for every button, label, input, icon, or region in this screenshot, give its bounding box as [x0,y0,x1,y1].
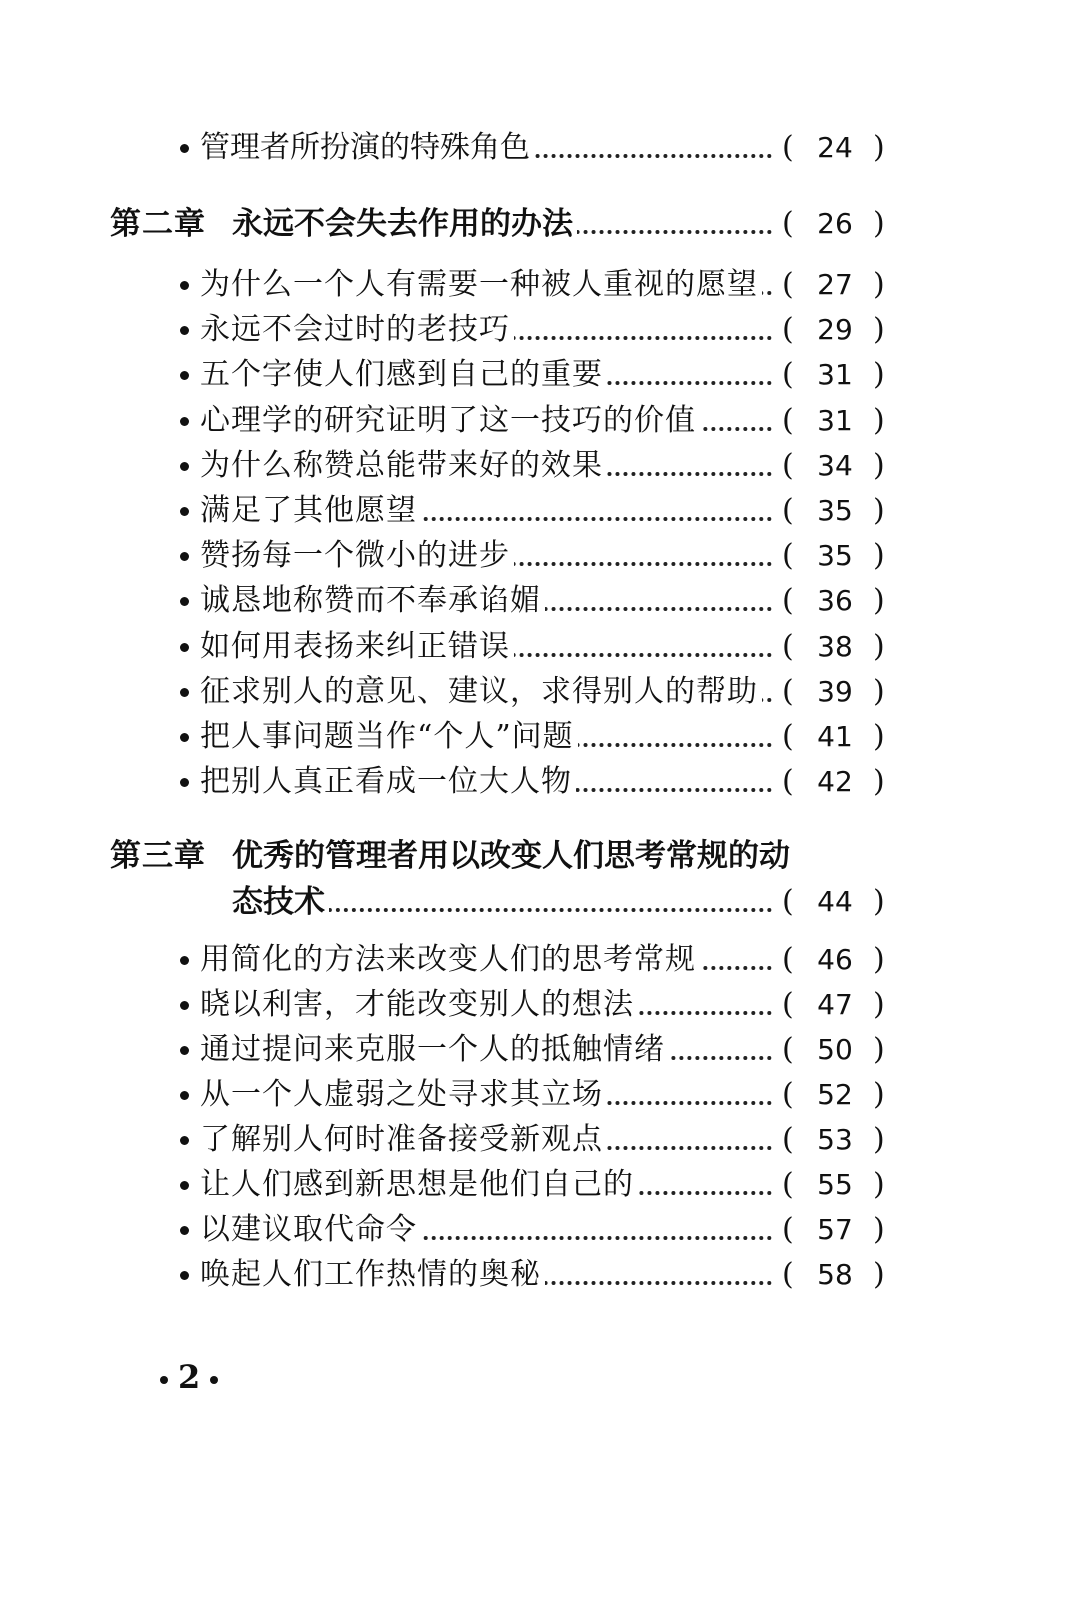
paren-open: ( [782,402,794,438]
entry-page-number: 52 [817,1078,853,1111]
paren-open: ( [782,764,794,800]
paren-open: ( [782,673,794,709]
bullet-icon [180,1181,189,1190]
paren-open: ( [782,583,794,619]
paren-open: ( [782,1122,794,1157]
paren-close: ) [873,447,885,483]
entry-page-number: 39 [817,674,853,708]
entry-title: 从一个人虚弱之处寻求其立场 [200,1075,607,1115]
paren-open: ( [782,267,794,302]
paren-close: ) [873,493,885,528]
chapter-heading-cont [0,882,1080,926]
bullet-icon [180,1091,189,1100]
paren-open: ( [782,206,794,241]
bullet-icon [180,281,189,290]
paren-close: ) [873,206,885,241]
bullet-icon [180,507,189,516]
entry-page-number: 31 [817,358,853,392]
paren-close: ) [873,130,885,165]
entry-title: 为什么称赞总能带来好的效果 [200,446,607,486]
entry-title: 满足了其他愿望 [200,491,421,531]
toc-entry [0,536,1080,580]
paren-close: ) [873,1257,885,1292]
bullet-icon [180,326,189,335]
paren-close: ) [873,884,885,919]
paren-close: ) [873,1167,885,1202]
entry-title: 管理者所扮演的特殊角色 [200,128,534,168]
footer-dot-icon [160,1376,168,1384]
entry-page-number: 35 [817,539,853,573]
toc-entry [0,310,1080,354]
entry-page-number: 42 [817,765,853,799]
paren-close: ) [873,312,885,348]
paren-close: ) [873,628,885,664]
footer-page-number: 2 [178,1358,201,1396]
paren-close: ) [873,719,885,754]
entry-title: 通过提问来克服一个人的抵触情绪 [200,1030,669,1070]
chapter-title-line2: 态技术 [232,882,329,922]
page-footer [150,1358,228,1396]
bullet-icon [180,1136,189,1145]
paren-open: ( [782,884,794,919]
entry-page-number: 46 [817,943,853,976]
entry-page-number: 57 [817,1213,853,1246]
paren-open: ( [782,493,794,528]
paren-close: ) [873,1122,885,1157]
entry-title: 了解别人何时准备接受新观点 [200,1120,607,1160]
entry-title: 五个字使人们感到自己的重要 [200,355,607,395]
paren-open: ( [782,719,794,754]
paren-close: ) [873,402,885,438]
bullet-icon [180,778,189,787]
paren-close: ) [873,942,885,977]
entry-page-number: 29 [817,313,853,347]
entry-page-number: 36 [817,584,853,618]
entry-title: 如何用表扬来纠正错误 [200,627,514,667]
chapter-title-line1: 优秀的管理者用以改变人们思考常规的动 [232,836,794,876]
bullet-icon [180,417,189,426]
paren-close: ) [873,673,885,709]
bullet-icon [180,597,189,606]
paren-open: ( [782,1077,794,1112]
entry-title: 以建议取代命令 [200,1210,421,1250]
entry-title: 永远不会过时的老技巧 [200,310,514,350]
entry-page-number: 24 [817,131,853,164]
paren-close: ) [873,1212,885,1247]
chapter-label: 第三章 [110,838,206,874]
footer-dot-icon [210,1376,218,1384]
toc-entry [0,762,1080,806]
bullet-icon [180,1001,189,1010]
entry-title: 征求别人的意见、建议，求得别人的帮助 [200,672,762,712]
toc-entry [0,355,1080,399]
bullet-icon [180,643,189,652]
toc-entry [0,128,1080,172]
paren-open: ( [782,1167,794,1202]
paren-close: ) [873,1032,885,1067]
entry-title: 诚恳地称赞而不奉承谄媚 [200,581,545,621]
entry-page-number: 50 [817,1033,853,1066]
toc-entry [0,985,1080,1029]
entry-page-number: 35 [817,494,853,527]
paren-open: ( [782,1032,794,1067]
bullet-icon [180,144,189,153]
toc-entry [0,672,1080,716]
chapter-heading [0,836,1080,880]
paren-open: ( [782,942,794,977]
paren-close: ) [873,357,885,393]
toc-entry [0,1120,1080,1164]
toc-entry [0,1030,1080,1074]
bullet-icon [180,733,189,742]
toc-entry [0,265,1080,309]
entry-title: 赞扬每一个微小的进步 [200,536,514,576]
paren-open: ( [782,130,794,165]
paren-open: ( [782,312,794,348]
entry-title: 为什么一个人有需要一种被人重视的愿望 [200,265,762,305]
paren-close: ) [873,583,885,619]
toc-entry [0,1165,1080,1209]
paren-open: ( [782,447,794,483]
toc-entry [0,401,1080,445]
entry-title: 用简化的方法来改变人们的思考常规 [200,940,700,980]
toc-entry [0,581,1080,625]
entry-page-number: 38 [817,629,853,663]
bullet-icon [180,1271,189,1280]
paren-close: ) [873,1077,885,1112]
paren-open: ( [782,538,794,574]
bullet-icon [180,371,189,380]
toc-entry [0,940,1080,984]
entry-title: 把别人真正看成一位大人物 [200,762,576,802]
paren-close: ) [873,267,885,302]
entry-title: 把人事问题当作“个人”问题 [200,717,578,757]
bullet-icon [180,462,189,471]
toc-entry [0,1075,1080,1119]
chapter-label: 第二章 [110,206,206,242]
chapter-heading [0,204,1080,248]
entry-page-number: 27 [817,268,853,301]
bullet-icon [180,1226,189,1235]
entry-page-number: 53 [817,1123,853,1156]
toc-entry [0,1210,1080,1254]
bullet-icon [180,1046,189,1055]
paren-open: ( [782,1212,794,1247]
chapter-page-number: 44 [817,885,853,918]
toc-entry [0,446,1080,490]
paren-open: ( [782,628,794,664]
entry-page-number: 47 [817,988,853,1021]
toc-entry [0,1255,1080,1299]
entry-page-number: 55 [817,1168,853,1201]
entry-page-number: 31 [817,403,853,437]
paren-open: ( [782,987,794,1022]
paren-close: ) [873,987,885,1022]
paren-open: ( [782,1257,794,1292]
bullet-icon [180,552,189,561]
paren-close: ) [873,538,885,574]
entry-page-number: 34 [817,448,853,482]
entry-page-number: 58 [817,1258,853,1291]
toc-entry [0,491,1080,535]
entry-title: 心理学的研究证明了这一技巧的价值 [200,401,700,441]
entry-title: 让人们感到新思想是他们自己的 [200,1165,638,1205]
paren-open: ( [782,357,794,393]
bullet-icon [180,688,189,697]
entry-title: 唤起人们工作热情的奥秘 [200,1255,545,1295]
chapter-page-number: 26 [817,207,853,240]
entry-title: 晓以利害，才能改变别人的想法 [200,985,638,1025]
entry-page-number: 41 [817,720,853,753]
paren-close: ) [873,764,885,800]
bullet-icon [180,956,189,965]
toc-entry [0,717,1080,761]
chapter-title: 永远不会失去作用的办法 [232,204,577,244]
toc-entry [0,627,1080,671]
